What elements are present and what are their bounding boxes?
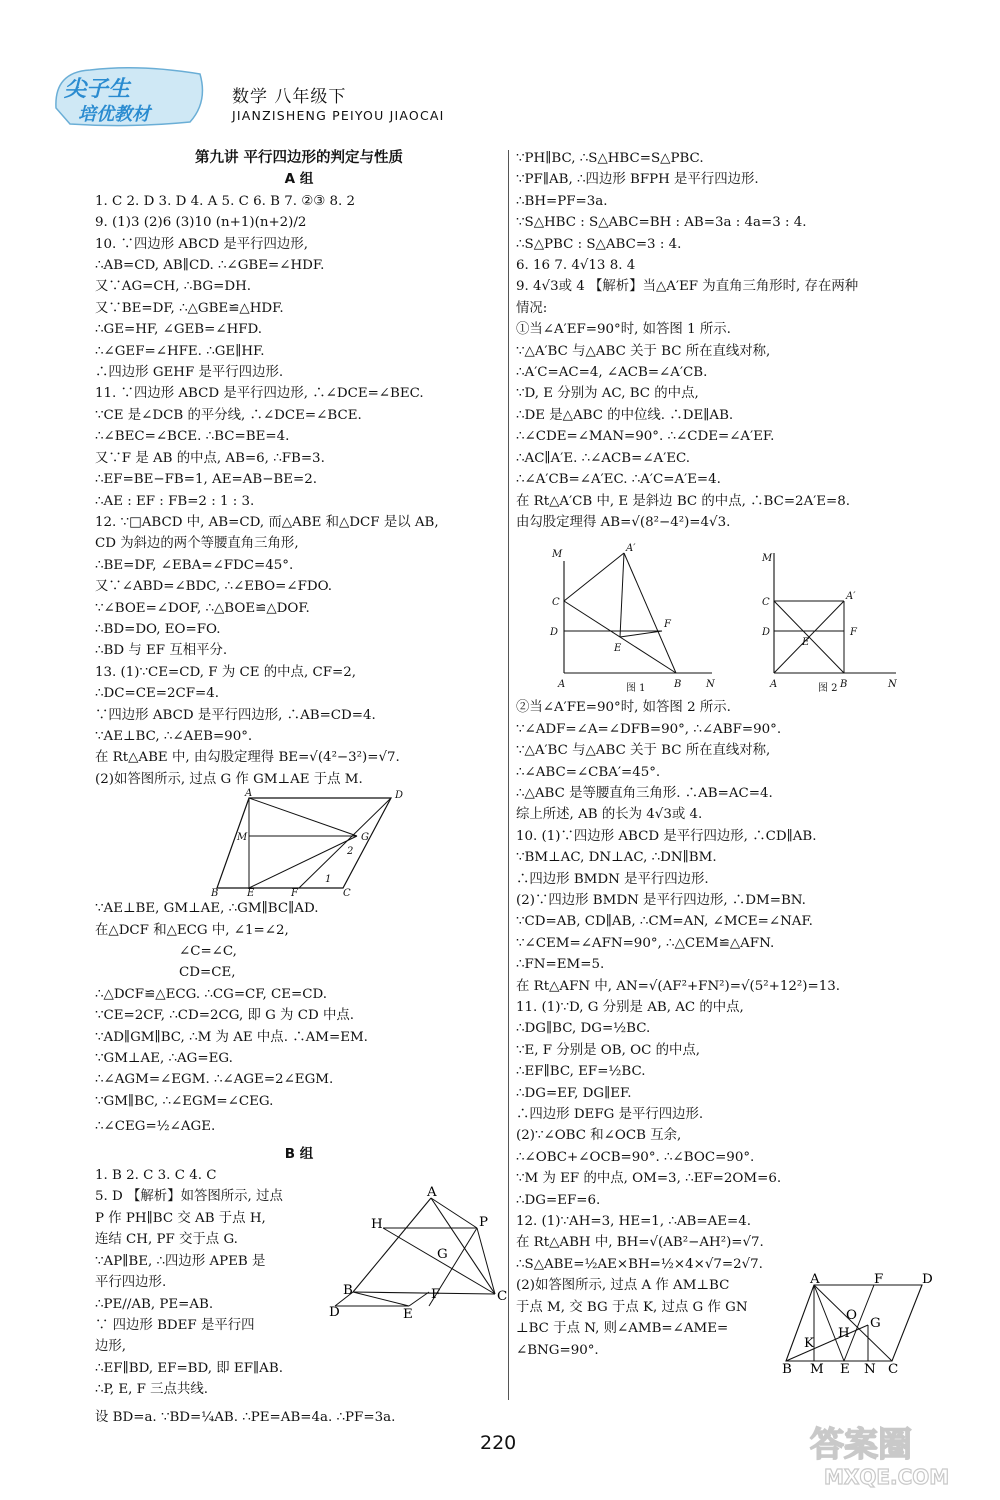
- svg-text:A: A: [245, 788, 253, 800]
- answer-line: 5. D 【解析】如答图所示, 过点: [95, 1189, 283, 1205]
- answer-line: 在 Rt△AFN 中, AN=√(AF²+FN²)=√(5²+12²)=13.: [516, 978, 840, 994]
- answer-line: ∵S△HBC : S△ABC=BH : AB=3a : 4a=3 : 4.: [516, 215, 807, 231]
- svg-text:M: M: [237, 832, 248, 844]
- answer-line: ∴△DCF≌△ECG. ∴CG=CF, CE=CD.: [95, 986, 328, 1002]
- answer-line: ∵∠CEM=∠AFN=90°, ∴△CEM≌△AFN.: [516, 935, 775, 951]
- parallelogram-diagram-12: [782, 1272, 933, 1378]
- answer-line: 平行四边形.: [95, 1275, 167, 1291]
- problem-5-block: [95, 1185, 508, 1427]
- answer-line: ②当∠A′FE=90°时, 如答图 2 所示.: [516, 700, 731, 716]
- answer-line: 边形,: [95, 1339, 127, 1355]
- svg-text:D: D: [550, 627, 559, 639]
- answer-line: ∵M 为 EF 的中点, OM=3, ∴EF=2OM=6.: [516, 1171, 782, 1187]
- svg-text:B: B: [840, 679, 848, 691]
- svg-text:M: M: [810, 1362, 824, 1378]
- answer-line: ∵BM⊥AC, DN⊥AC, ∴DN∥BM.: [516, 850, 717, 866]
- svg-text:G: G: [361, 832, 369, 844]
- svg-text:D: D: [762, 627, 771, 639]
- answer-line: ∴∠CDE=∠MAN=90°. ∴∠CDE=∠A′EF.: [516, 429, 775, 445]
- svg-text:F: F: [850, 627, 857, 639]
- svg-text:A′: A′: [626, 543, 636, 555]
- answer-line: 由勾股定理得 AB=√(8²−4²)=4√3.: [516, 514, 731, 530]
- answer-line: 连结 CH, PF 交于点 G.: [95, 1232, 238, 1248]
- group-b-heading: B 组: [284, 1145, 314, 1162]
- answer-line: ∵D, E 分别为 AC, BC 的中点,: [516, 386, 699, 402]
- answer-line: ∴BD=DO, EO=FO.: [95, 621, 221, 637]
- answer-line: ∴S△ABE=½AE×BH=½×4×√7=2√7.: [516, 1256, 763, 1272]
- answer-line: ∴四边形 BMDN 是平行四边形.: [516, 871, 709, 887]
- answer-line: 12. ∵□ABCD 中, AB=CD, 而△ABE 和△DCF 是以 AB,: [95, 514, 439, 530]
- watermark-logo: [800, 1412, 970, 1492]
- answer-line: 在 Rt△ABE 中, 由勾股定理得 BE=√(4²−3²)=√7.: [95, 750, 400, 766]
- svg-text:C: C: [343, 888, 351, 900]
- svg-text:K: K: [804, 1336, 815, 1352]
- answer-line: ∵CE=2CF, ∴CD=2CG, 即 G 为 CD 中点.: [95, 1008, 354, 1024]
- answer-line: 在 Rt△A′CB 中, E 是斜边 BC 的中点, ∴BC=2A′E=8.: [516, 493, 851, 509]
- answer-line: 情况:: [516, 300, 548, 316]
- section-title: 第九讲 平行四边形的判定与性质: [194, 150, 404, 166]
- answer-line: 1. C 2. D 3. D 4. A 5. C 6. B 7. ②③ 8. 2: [95, 193, 356, 209]
- answer-line: ∴DG=EF=6.: [516, 1192, 601, 1208]
- figure-2-caption: 图 2: [818, 683, 838, 695]
- answer-line: ∴GE=HF, ∠GEB=∠HFD.: [95, 322, 263, 338]
- watermark-url: MXQE.COM: [824, 1465, 950, 1489]
- answer-line: 又∵F 是 AB 的中点, AB=6, ∴FB=3.: [95, 450, 325, 466]
- answer-line: 在△DCF 和△ECG 中, ∠1=∠2,: [95, 922, 289, 938]
- answer-line: (2)∵四边形 BMDN 是平行四边形, ∴DM=BN.: [516, 892, 806, 908]
- answer-line: 9. (1)3 (2)6 (3)10 (n+1)(n+2)/2: [95, 215, 307, 231]
- answer-line: ∴∠ABC=∠CBA′=45°.: [516, 764, 661, 780]
- svg-text:D: D: [395, 790, 404, 802]
- svg-text:M: M: [552, 549, 563, 561]
- answer-line: ∵GM⊥AE, ∴AG=EG.: [95, 1051, 233, 1067]
- answer-line: ∵GM∥BC, ∴∠EGM=∠CEG.: [95, 1093, 274, 1109]
- answer-line: ∵PF∥AB, ∴四边形 BFPH 是平行四边形.: [516, 172, 759, 188]
- svg-text:A: A: [427, 1185, 437, 1201]
- svg-text:C: C: [552, 597, 560, 609]
- answer-line: ∴PE//AB, PE=AB.: [95, 1296, 214, 1312]
- answer-line: ∴BE=DF, ∠EBA=∠FDC=45°.: [95, 557, 294, 573]
- svg-text:E: E: [802, 637, 810, 649]
- svg-text:E: E: [403, 1307, 413, 1323]
- answer-line: 10. ∵四边形 ABCD 是平行四边形,: [95, 236, 308, 252]
- svg-text:F: F: [291, 888, 298, 900]
- answer-line: P 作 PH∥BC 交 AB 于点 H,: [95, 1210, 266, 1226]
- svg-text:H: H: [371, 1217, 383, 1233]
- book-subtitle: JIANZISHENG PEIYOU JIAOCAI: [232, 108, 445, 123]
- answer-line: ∵AE⊥BE, GM⊥AE, ∴GM∥BC∥AD.: [95, 901, 319, 917]
- svg-text:E: E: [247, 888, 255, 900]
- book-title: 数学 八年级下: [232, 87, 347, 107]
- answer-line: ∴FN=EM=5.: [516, 957, 605, 973]
- svg-text:N: N: [888, 679, 897, 691]
- svg-text:B: B: [674, 679, 682, 691]
- svg-text:尖子生: 尖子生: [64, 77, 131, 102]
- answer-line: ∵CE 是∠DCB 的平分线, ∴∠DCE=∠BCE.: [95, 407, 362, 423]
- svg-text:B: B: [782, 1362, 792, 1378]
- problem-12-block: [516, 1272, 933, 1378]
- svg-text:G: G: [870, 1316, 881, 1332]
- svg-text:D: D: [329, 1305, 340, 1321]
- answer-line: ∴AB=CD, AB∥CD. ∴∠GBE=∠HDF.: [95, 258, 325, 274]
- svg-text:G: G: [437, 1247, 448, 1263]
- answer-line: 11. (1)∵D, G 分别是 AB, AC 的中点,: [516, 1000, 744, 1015]
- answer-line: ∴∠A′CB=∠A′EC. ∴A′C=A′E=4.: [516, 472, 721, 488]
- right-column: [516, 148, 933, 1378]
- figure-2: [761, 553, 898, 694]
- answer-line: 6. 16 7. 4√13 8. 4: [516, 258, 636, 274]
- answer-line: ∴BH=PF=3a.: [516, 193, 608, 209]
- column-divider: [508, 150, 509, 1400]
- answer-line: ∴AE : EF : FB=2 : 1 : 3.: [95, 493, 255, 509]
- answer-line: ∠BNG=90°.: [516, 1342, 599, 1358]
- answer-line: ∴S△PBC : S△ABC=3 : 4.: [516, 236, 682, 252]
- svg-text:B: B: [343, 1283, 353, 1299]
- figure-1-caption: 图 1: [626, 683, 646, 695]
- answer-line: ∠C=∠C,: [179, 944, 237, 959]
- answer-line: ∴AC∥A′E. ∴∠ACB=∠A′EC.: [516, 450, 691, 466]
- publisher-logo: [50, 62, 210, 128]
- svg-text:F: F: [664, 619, 671, 631]
- answer-line: ∵E, F 分别是 OB, OC 的中点,: [516, 1042, 701, 1058]
- answer-line: ∴∠BEC=∠BCE. ∴BC=BE=4.: [95, 429, 290, 445]
- answer-line: 在 Rt△ABH 中, BH=√(AB²−AH²)=√7.: [516, 1235, 764, 1251]
- answer-line: 1. B 2. C 3. C 4. C: [95, 1168, 217, 1184]
- answer-line: ⊥BC 于点 N, 则∠AMB=∠AME=: [516, 1321, 729, 1337]
- answer-line: CD=CE,: [179, 965, 236, 981]
- answer-line: 10. (1)∵四边形 ABCD 是平行四边形, ∴CD∥AB.: [516, 828, 817, 844]
- answer-line: ∴四边形 GEHF 是平行四边形.: [95, 365, 284, 381]
- svg-text:2: 2: [347, 846, 354, 858]
- answer-line: 13. (1)∵CE=CD, F 为 CE 的中点, CF=2,: [95, 664, 356, 680]
- svg-text:A: A: [558, 679, 566, 691]
- answer-line: ∵PH∥BC, ∴S△HBC=S△PBC.: [516, 151, 704, 166]
- svg-text:F: F: [874, 1272, 884, 1288]
- answer-line: ∵AE⊥BC, ∴∠AEB=90°.: [95, 728, 253, 744]
- svg-text:1: 1: [325, 874, 332, 886]
- svg-text:N: N: [706, 679, 715, 691]
- answer-line: ∵AP∥BE, ∴四边形 APEB 是: [95, 1253, 266, 1269]
- answer-line: (2)∵∠OBC 和∠OCB 互余,: [516, 1128, 682, 1144]
- answer-line: 11. ∵四边形 ABCD 是平行四边形, ∴∠DCE=∠BEC.: [95, 386, 424, 402]
- svg-text:F: F: [431, 1287, 441, 1303]
- answer-line: ∵△A′BC 与△ABC 关于 BC 所在直线对称,: [516, 343, 771, 359]
- figure-1: [549, 543, 716, 694]
- svg-text:P: P: [479, 1215, 489, 1231]
- svg-text:C: C: [762, 597, 770, 609]
- answer-line: 综上所述, AB 的长为 4√3或 4.: [516, 807, 703, 823]
- answer-line: ∵∠BOE=∠DOF, ∴△BOE≌△DOF.: [95, 600, 310, 616]
- answer-line: ∴△ABC 是等腰直角三角形. ∴AB=AC=4.: [516, 785, 773, 801]
- answer-line: ∴∠AGM=∠EGM. ∴∠AGE=2∠EGM.: [95, 1072, 334, 1088]
- svg-text:O: O: [846, 1308, 857, 1324]
- answer-line: 9. 4√3或 4 【解析】当△A′EF 为直角三角形时, 存在两种: [516, 279, 859, 295]
- parallelogram-diagram-13: [95, 788, 503, 900]
- answer-line: ∴DC=CE=2CF=4.: [95, 686, 220, 702]
- watermark-text: 答案圈: [810, 1425, 912, 1465]
- svg-text:D: D: [922, 1272, 933, 1288]
- svg-text:E: E: [614, 643, 622, 655]
- figures-1-2: [516, 535, 928, 695]
- answer-line: ∴DE 是△ABC 的中位线. ∴DE∥AB.: [516, 407, 734, 423]
- answer-line: ∴∠CEG=½∠AGE.: [95, 1119, 216, 1135]
- svg-text:C: C: [497, 1289, 508, 1305]
- answer-line: ∴DG∥BC, DG=½BC.: [516, 1021, 651, 1037]
- svg-text:H: H: [838, 1326, 850, 1342]
- answer-line: ∵四边形 ABCD 是平行四边形, ∴AB=CD=4.: [95, 707, 376, 723]
- answer-line: ∵∠ADF=∠A=∠DFB=90°, ∴∠ABF=90°.: [516, 721, 782, 737]
- answer-line: ∴EF∥BD, EF=BD, 即 EF∥AB.: [95, 1360, 283, 1376]
- svg-text:E: E: [840, 1362, 850, 1378]
- answer-line: ∴EF=BE−FB=1, AE=AB−BE=2.: [95, 472, 318, 488]
- svg-text:A: A: [770, 679, 778, 691]
- svg-text:培优教材: 培优教材: [78, 104, 150, 125]
- triangle-diagram-5: [327, 1185, 508, 1326]
- svg-text:C: C: [888, 1362, 899, 1378]
- answer-line: 又∵AG=CH, ∴BG=DH.: [95, 279, 251, 295]
- page-number: 220: [480, 1432, 517, 1454]
- svg-text:A: A: [810, 1272, 820, 1288]
- answer-line: ①当∠A′EF=90°时, 如答图 1 所示.: [516, 322, 731, 338]
- answer-line: ∴∠OBC+∠OCB=90°. ∴∠BOC=90°.: [516, 1149, 755, 1165]
- answer-line: ∵CD=AB, CD∥AB, ∴CM=AN, ∠MCE=∠NAF.: [516, 914, 813, 930]
- left-column: [95, 148, 508, 1428]
- answer-line: 又∵∠ABD=∠BDC, ∴∠EBO=∠FDO.: [95, 579, 333, 595]
- svg-text:N: N: [864, 1362, 876, 1378]
- answer-line: 又∵BE=DF, ∴△GBE≌△HDF.: [95, 300, 284, 316]
- svg-text:A′: A′: [846, 591, 856, 603]
- answer-line: ∴DG=EF, DG∥EF.: [516, 1085, 632, 1101]
- answer-line: 设 BD=a. ∵BD=¼AB. ∴PE=AB=4a. ∴PF=3a.: [95, 1409, 396, 1425]
- svg-text:B: B: [211, 888, 219, 900]
- answer-line: (2)如答图所示, 过点 G 作 GM⊥AE 于点 M.: [95, 771, 363, 787]
- answer-line: ∵△A′BC 与△ABC 关于 BC 所在直线对称,: [516, 743, 771, 759]
- answer-line: CD 为斜边的两个等腰直角三角形,: [95, 536, 299, 552]
- answer-line: ∴BD 与 EF 互相平分.: [95, 643, 228, 659]
- answer-line: ∴P, E, F 三点共线.: [95, 1382, 208, 1398]
- answer-line: ∴∠GEF=∠HFE. ∴GE∥HF.: [95, 343, 265, 359]
- answer-line: ∴A′C=AC=4, ∠ACB=∠A′CB.: [516, 365, 708, 381]
- answer-line: ∴EF∥BC, EF=½BC.: [516, 1064, 646, 1080]
- answer-line: 12. (1)∵AH=3, HE=1, ∴AB=AE=4.: [516, 1214, 752, 1230]
- answer-line: ∴四边形 DEFG 是平行四边形.: [516, 1107, 704, 1123]
- answer-line: ∵ 四边形 BDEF 是平行四: [95, 1317, 255, 1333]
- answer-line: 于点 M, 交 BG 于点 K, 过点 G 作 GN: [516, 1299, 748, 1315]
- answer-line: (2)如答图所示, 过点 A 作 AM⊥BC: [516, 1278, 730, 1294]
- svg-text:M: M: [762, 553, 773, 565]
- answer-line: ∵AD∥GM∥BC, ∴M 为 AE 中点. ∴AM=EM.: [95, 1029, 368, 1045]
- group-a-heading: A 组: [284, 171, 314, 188]
